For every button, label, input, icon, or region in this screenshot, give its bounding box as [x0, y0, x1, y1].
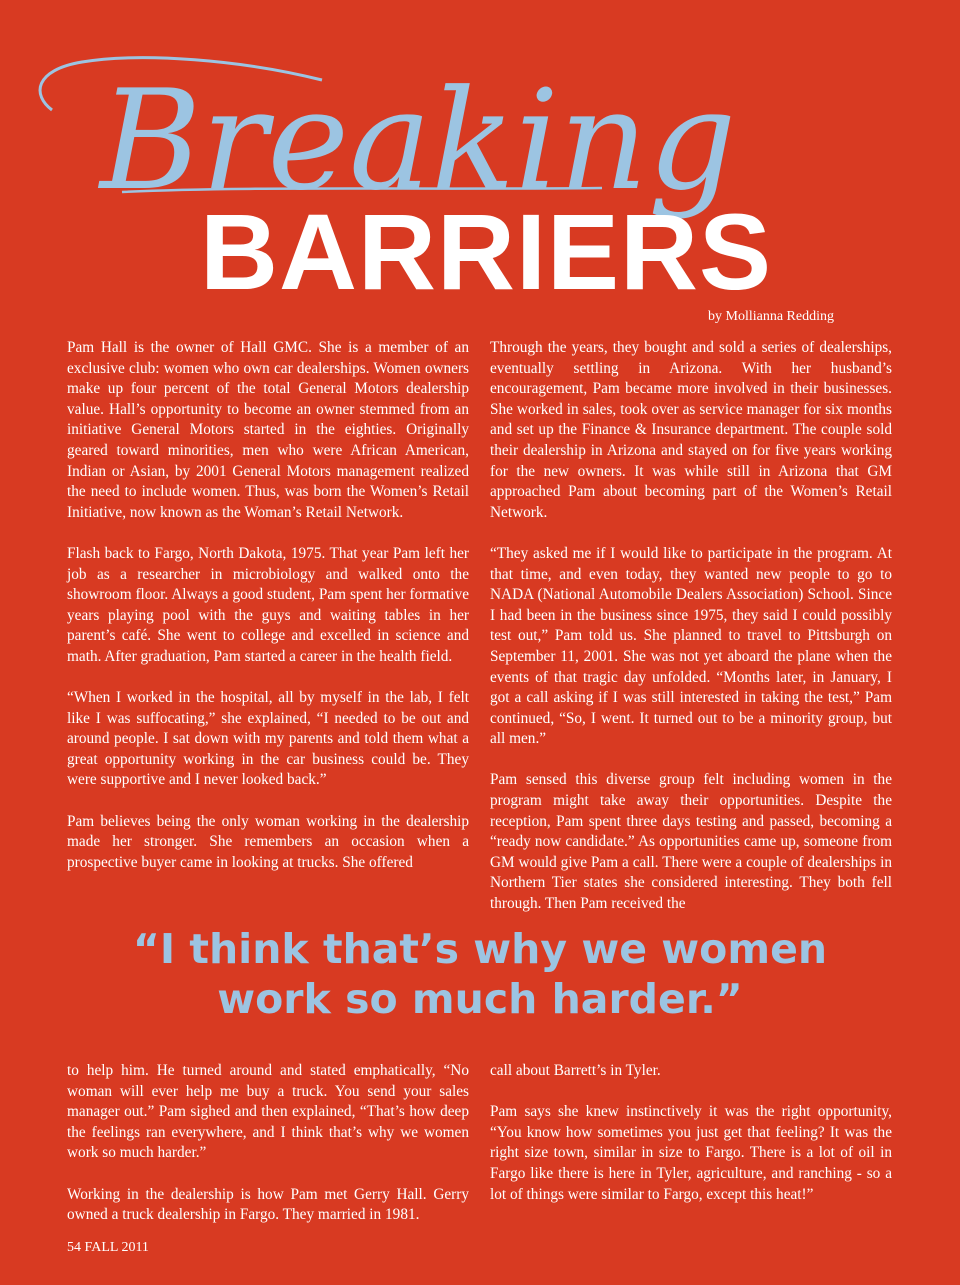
paragraph: Flash back to Fargo, North Dakota, 1975. That year Pam left her job as a researcher in microbiology and walked onto the showroom floor. Always a good student, Pam spent her formative years playing pool with the guys and waiting tables in her parent’s café. She went to college and excelled in science and math. After graduation, Pam started a career in the health field. [67, 544, 469, 665]
paragraph: Working in the dealership is how Pam met Gerry Hall. Gerry owned a truck dealership in Fargo. They married in 1981. [67, 1185, 469, 1224]
paragraph: “When I worked in the hospital, all by myself in the lab, I felt like I was suffocating,” she explained, “I needed to be out and around people. I sat down with my parents and told them what a great opportunity working in the car business could be. They were supportive and I never looked back.” [67, 689, 469, 789]
article-column-bottom-left [67, 1061, 469, 1226]
pull-quote-line-2: work so much harder.” [217, 975, 743, 1023]
paragraph: to help him. He turned around and stated emphatically, “No woman will ever help me buy a truck. You send your sales manager out.” Pam sighed and then explained, “That’s how deep the feelings ran everywhere, and I think that’s why we women work so much harder.” [67, 1062, 469, 1162]
title-script-text: Breaking [100, 60, 737, 221]
paragraph: call about Barrett’s in Tyler. [490, 1062, 661, 1079]
pull-quote-line-1: “I think that’s why we women [132, 925, 828, 973]
title-script [22, 40, 737, 221]
page-folio: 54 FALL 2011 [67, 1240, 149, 1255]
paragraph: Through the years, they bought and sold a series of dealerships, eventually settling in Arizona. With her husband’s encouragement, Pam became more involved in their businesses. She worked in sales, took over as service manager for six months and set up the Finance & Insurance department. The couple sold their dealership in Arizona and stayed on for five years working for the new owners. It was while still in Arizona that GM approached Pam about becoming part of the Women’s Retail Network. [490, 339, 892, 521]
article-column-top-right [490, 338, 892, 915]
paragraph: Pam sensed this diverse group felt including women in the program might take away their opportunities. Despite the reception, Pam spent three days testing and passed, becoming a “ready now candidate.” As opportunities came up, someone from GM would give Pam a call. There were a couple of dealerships in Northern Tier states she considered interesting. They both fell through. Then Pam received the [490, 771, 892, 913]
paragraph: Pam Hall is the owner of Hall GMC. She is a member of an exclusive club: women who own car dealerships. Women owners make up four percent of the total General Motors dealership value. Hall’s opportunity to become an owner stemmed from an initiative General Motors started in the eighties. Originally geared toward minorities, men who were African American, Indian or Asian, by 2001 General Motors management realized the need to include women. Thus, was born the Women’s Retail Initiative, now known as the Woman’s Retail Network. [67, 339, 469, 521]
article-column-top-left [67, 338, 469, 873]
paragraph: Pam says she knew instinctively it was the right opportunity, “You know how sometimes you just get that feeling? It was the right size town, similar in size to Fargo. There is a lot of oil in Fargo like there is here in Tyler, agriculture, and ranching - so a lot of things were similar to Fargo, except this heat!” [490, 1103, 892, 1203]
article-column-bottom-right [490, 1061, 892, 1205]
paragraph: “They asked me if I would like to participate in the program. At that time, and even today, they wanted new people to go to NADA (National Automobile Dealers Association) School. Since I had been in the business since 1975, they said I could possibly test out,” Pam told us. She planned to travel to Pittsburgh on September 11, 2001. She was not yet aboard the plane when the events of that tragic day unfolded. “Months later, in January, I got a call asking if I was still interested in taking the test,” Pam continued, “So, I went. It turned out to be a minority group, but all men.” [490, 544, 892, 748]
pull-quote [40, 924, 920, 1024]
byline: by Mollianna Redding [708, 309, 834, 324]
paragraph: Pam believes being the only woman working in the dealership made her stronger. She remembers an occasion when a prospective buyer came in looking at trucks. She offered [67, 812, 469, 871]
title-main: BARRIERS [200, 191, 773, 312]
